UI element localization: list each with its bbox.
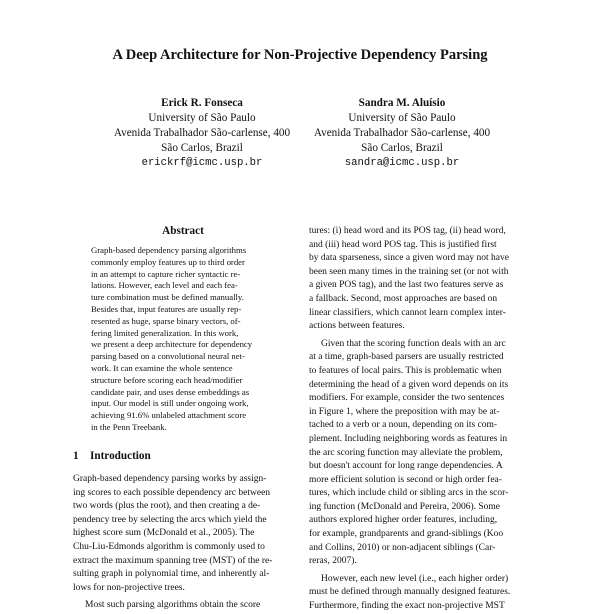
abstract-line: parsing based on a convolutional neural net- (91, 351, 245, 362)
author-address: Avenida Trabalhador São-carlense, 400 (113, 127, 291, 139)
abstract-line: lations. However, each level and each fea- (91, 280, 238, 291)
abstract-line: we present a deep architecture for dependency (91, 339, 253, 350)
abstract-line: Besides that, input features are usually rep- (91, 303, 242, 314)
body-line: to features of local pairs. This is problematic when (309, 365, 502, 376)
abstract-line: Graph-based dependency parsing algorithms (91, 245, 247, 255)
body-line: authors explored higher order features, including, (309, 515, 498, 526)
author-affiliation: University of São Paulo (348, 112, 456, 124)
body-line: and Collins, 2010) or non-adjacent siblings (Car- (309, 542, 496, 553)
body-line: but doesn't account for long range dependencies. A (309, 461, 503, 472)
body-line: at a time, graph-based parsers are usually restricted (309, 352, 504, 363)
body-line: reras, 2007). (309, 556, 357, 567)
abstract-line: commonly employ features up to third order (91, 256, 245, 267)
body-line: actions between features. (309, 321, 405, 332)
abstract-heading: Abstract (162, 225, 204, 237)
abstract-line: structure before scoring each head/modifier (91, 374, 243, 385)
body-line: modifiers. For example, consider the two sentences (309, 393, 505, 404)
body-line: must be defined through manually designed features. (309, 587, 511, 598)
abstract-line: achieving 91.6% unlabeled attachment score (91, 410, 247, 421)
abstract-line: ture combination must be defined manually. (91, 292, 244, 303)
author-block-2 (297, 96, 507, 171)
paper-title: A Deep Architecture for Non-Projective Dependency Parsing (112, 47, 488, 63)
intro-line: ing scores to each possible dependency arc between (73, 487, 271, 498)
intro-line: extract the maximum spanning tree (MST) of the re- (73, 555, 273, 566)
abstract-line: fering limited generalization. In this work, (91, 327, 239, 338)
body-line: for example, grandparents and grand-siblings (Koo (309, 529, 504, 540)
author-block-1 (97, 96, 307, 171)
body-line: tures, which include child or sibling arcs in the scor- (309, 488, 509, 499)
body-line: Given that the scoring function deals with an arc (321, 338, 506, 349)
author-email: erickrf@icmc.usp.br (141, 157, 263, 169)
intro-line: sulting graph in polynomial time, and inherently al- (73, 569, 270, 580)
intro-line: lows for non-projective trees. (73, 582, 185, 593)
intro-line: Chu-Liu-Edmonds algorithm is commonly used to (73, 541, 265, 552)
body-line: more efficient solution is second or high order fea- (309, 474, 502, 485)
body-line: the arc scoring function may alleviate the problem, (309, 447, 503, 458)
intro-line: pendency tree by selecting the arcs which yield the (73, 514, 267, 525)
introduction-body (73, 473, 292, 613)
author-email: sandra@icmc.usp.br (344, 157, 460, 169)
intro-line: Graph-based dependency parsing works by assign- (73, 474, 267, 484)
section-title: Introduction (90, 450, 151, 462)
author-affiliation: University of São Paulo (148, 112, 256, 124)
section-number: 1 (73, 450, 79, 462)
abstract-line: in the Penn Treebank. (91, 421, 167, 432)
body-line: in Figure 1, where the preposition with may be at- (309, 406, 500, 417)
author-address: Avenida Trabalhador São-carlense, 400 (313, 127, 491, 139)
body-line: a given POS tag), and the last two features serve as (309, 280, 504, 291)
body-line: Furthermore, finding the exact non-projective MST (309, 601, 505, 612)
body-line: determining the head of a given word depends on its (309, 379, 509, 390)
body-line: ing function (McDonald and Pereira, 2006). Some (309, 501, 501, 512)
abstract-line: in an attempt to capture richer syntactic re- (91, 268, 241, 279)
abstract-line: resented as huge, sparse binary vectors, of- (91, 315, 241, 326)
body-line: linear classifiers, which cannot learn complex inter- (309, 307, 506, 318)
author-city: São Carlos, Brazil (161, 142, 243, 154)
author-city: São Carlos, Brazil (361, 142, 443, 154)
intro-line: highest score sum (McDonald et al., 2005). The (73, 528, 255, 539)
intro-line: two words (plus the root), and then creating a de- (73, 501, 261, 512)
abstract-line: work. It can examine the whole sentence (91, 362, 233, 373)
body-line: and (iii) head word POS tag. This is justified first (309, 239, 497, 250)
abstract-line: input. Our model is still under ongoing work, (91, 398, 249, 409)
body-line: However, each new level (i.e., each higher order) (321, 573, 509, 584)
author-name: Erick R. Fonseca (161, 97, 243, 109)
intro-line: Most such parsing algorithms obtain the score (85, 600, 261, 611)
body-line: tures: (i) head word and its POS tag, (ii) head word, (309, 226, 506, 236)
body-line: by data sparseness, since a given word may not have (309, 253, 509, 264)
body-line: been seen many times in the training set (or not with (309, 266, 509, 277)
body-line: tached to a verb or a noun, depending on its com- (309, 420, 498, 431)
body-line: a fallback. Second, most approaches are based on (309, 293, 498, 304)
right-column-body (309, 225, 528, 614)
abstract-body (91, 245, 276, 434)
abstract-line: candidate pair, and uses dense embeddings as (91, 386, 250, 397)
section-heading (73, 450, 151, 462)
author-name: Sandra M. Aluísio (358, 97, 446, 109)
body-line: plement. Including neighboring words as features in (309, 433, 508, 444)
